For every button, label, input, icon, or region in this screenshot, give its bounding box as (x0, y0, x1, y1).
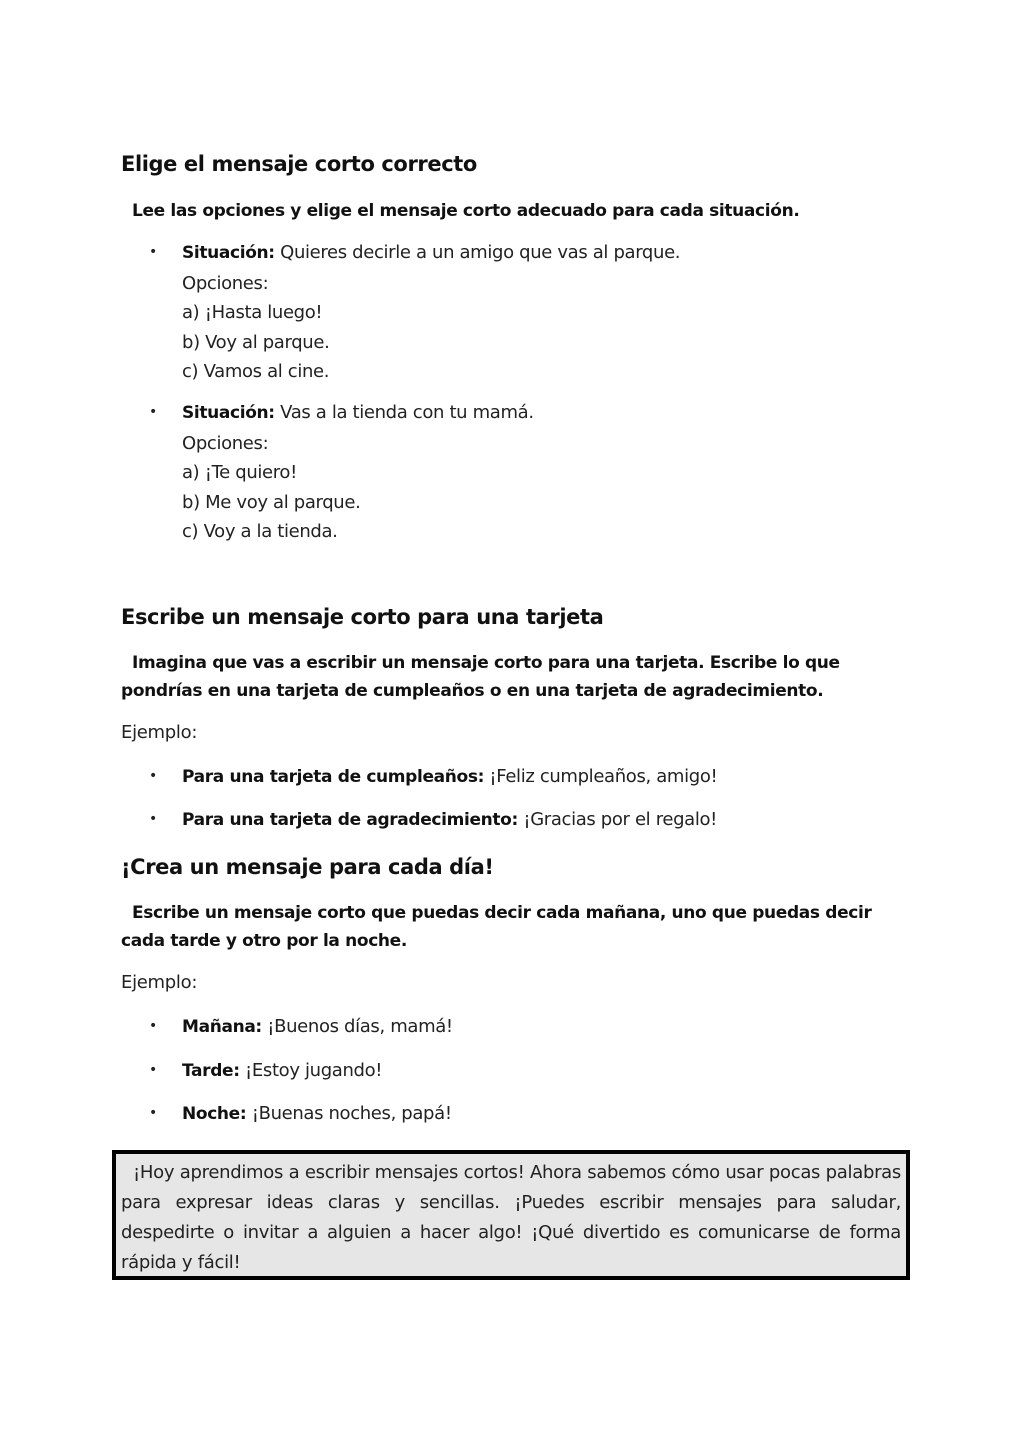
section-title: Escribe un mensaje corto para una tarjeta (121, 605, 604, 629)
example-label-bold: Noche: (182, 1104, 247, 1124)
bullet-icon: • (149, 768, 157, 784)
section-instruction: Escribe un mensaje corto que puedas decir cada mañana, uno que puedas decir cada tarde y otro por la noche. (121, 903, 872, 951)
bullet-icon: • (149, 404, 157, 420)
situation-label: Situación: (182, 403, 275, 423)
example-text: ¡Buenos días, mamá! (261, 1016, 453, 1037)
situation-label: Situación: (182, 243, 275, 263)
section-title: Elige el mensaje corto correcto (121, 152, 477, 176)
option-a: a) ¡Te quiero! (182, 462, 297, 483)
option-a: a) ¡Hasta luego! (182, 302, 323, 323)
section-title: ¡Crea un mensaje para cada día! (121, 855, 494, 879)
bullet-icon: • (149, 1062, 157, 1078)
bullet-icon: • (149, 244, 157, 260)
example-label: Ejemplo: (121, 972, 198, 993)
example-label-bold: Mañana: (182, 1017, 262, 1037)
option-c: c) Voy a la tienda. (182, 521, 338, 542)
example-label: Ejemplo: (121, 722, 198, 743)
options-label: Opciones: (182, 432, 269, 454)
options-label: Opciones: (182, 272, 269, 294)
bullet-icon: • (149, 811, 157, 827)
option-c: c) Vamos al cine. (182, 361, 330, 382)
example-label-bold: Tarde: (182, 1061, 240, 1081)
section-instruction: Imagina que vas a escribir un mensaje corto para una tarjeta. Escribe lo que pondrías en una tarjeta de cumpleaños o en una tarjeta de agradecimiento. (121, 653, 840, 701)
option-b: b) Me voy al parque. (182, 491, 361, 513)
situation-text: Quieres decirle a un amigo que vas al parque. (274, 242, 681, 263)
bullet-icon: • (149, 1018, 157, 1034)
example-label-bold: Para una tarjeta de agradecimiento: (182, 810, 518, 830)
example-text: ¡Estoy jugando! (239, 1060, 383, 1081)
example-label-bold: Para una tarjeta de cumpleaños: (182, 767, 485, 787)
situation-text: Vas a la tienda con tu mamá. (274, 402, 534, 423)
example-text: ¡Gracias por el regalo! (517, 809, 718, 830)
section-instruction: Lee las opciones y elige el mensaje corto adecuado para cada situación. (132, 201, 800, 221)
bullet-icon: • (149, 1105, 157, 1121)
summary-box (112, 1150, 910, 1280)
example-text: ¡Feliz cumpleaños, amigo! (484, 766, 718, 787)
option-b: b) Voy al parque. (182, 331, 330, 353)
summary-text: ¡Hoy aprendimos a escribir mensajes cortos! Ahora sabemos cómo usar pocas palabras para expresar ideas claras y sencillas. ¡Puedes escribir mensajes para saludar, despedirte o invitar a alguien a hacer algo! ¡Qué divertido es comunicarse de forma rápida y fácil! (121, 1162, 901, 1273)
example-text: ¡Buenas noches, papá! (246, 1103, 452, 1124)
